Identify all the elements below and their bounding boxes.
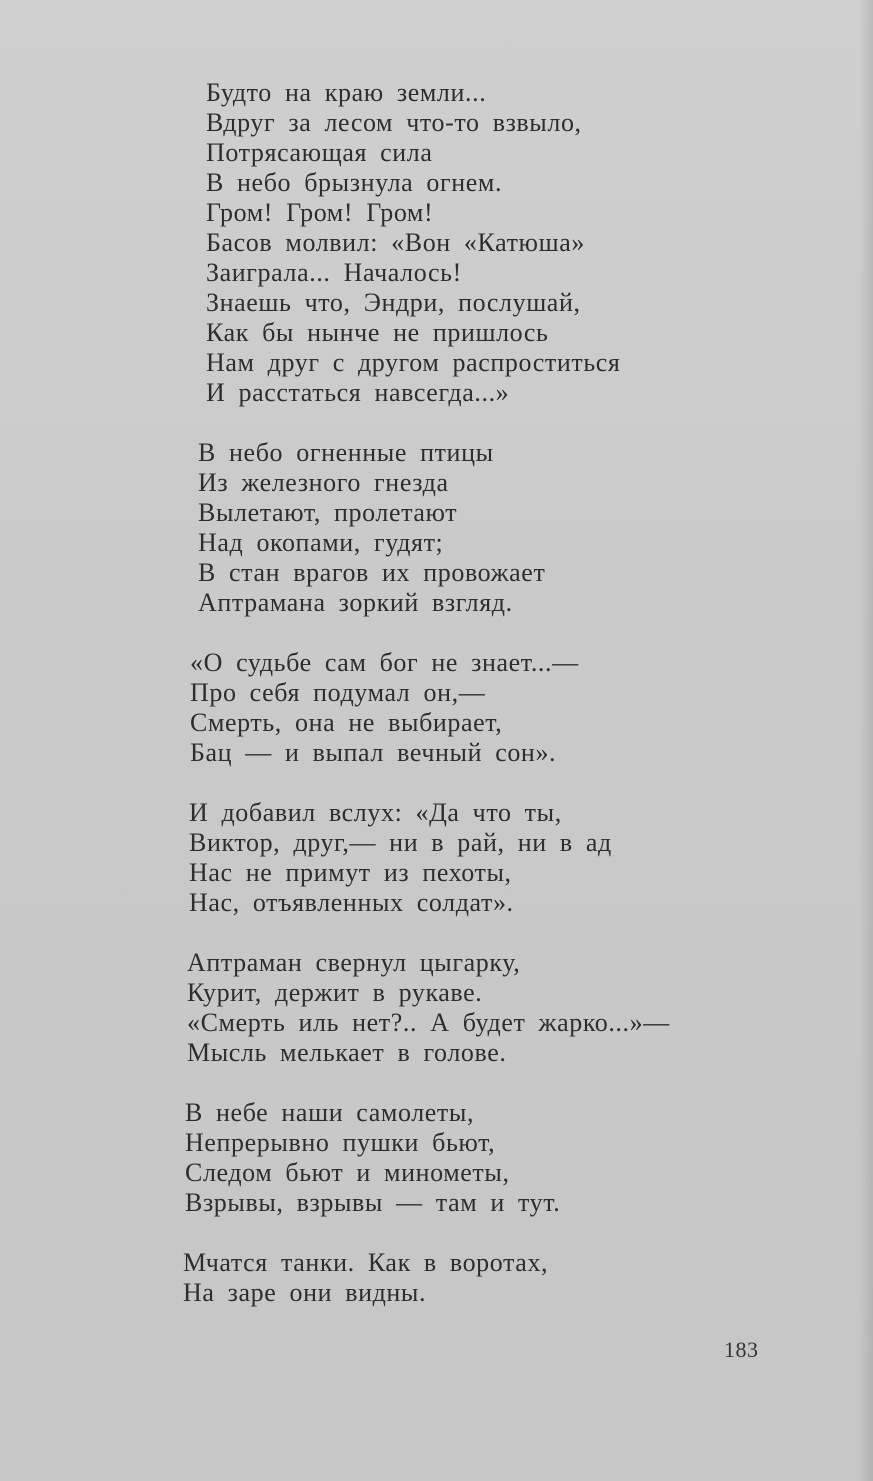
poem-line: В стан врагов их провожает <box>198 558 546 587</box>
stanza-gap <box>180 408 740 438</box>
poem-line: И расстаться навсегда...» <box>206 378 510 407</box>
poem-line: Аптрамана зоркий взгляд. <box>198 588 513 617</box>
stanza-1 <box>180 78 740 408</box>
stanza-5 <box>180 948 740 1068</box>
poem-line: Виктор, друг,— ни в рай, ни в ад <box>189 828 612 857</box>
poem-line: Знаешь что, Эндри, послушай, <box>206 288 581 317</box>
poem-line: Заиграла... Началось! <box>206 258 462 287</box>
poem-line: Гром! Гром! Гром! <box>206 198 434 227</box>
page-edge-shadow <box>859 0 873 1481</box>
stanza-3 <box>180 648 740 768</box>
poem-line: Взрывы, взрывы — там и тут. <box>185 1188 561 1217</box>
stanza-6 <box>180 1098 740 1218</box>
poem-line: Мысль мелькает в голове. <box>187 1038 507 1067</box>
stanza-gap <box>180 768 740 798</box>
stanza-gap <box>180 918 740 948</box>
stanza-2 <box>180 438 740 618</box>
poem-line: Из железного гнезда <box>198 468 449 497</box>
poem-line: «О судьбе сам бог не знает...— <box>190 648 579 677</box>
poem-line: Будто на краю земли... <box>206 78 487 107</box>
poem-line: Вдруг за лесом что-то взвыло, <box>206 108 582 137</box>
poem-line: «Смерть иль нет?.. А будет жарко...»— <box>187 1008 670 1037</box>
poem-line: В небе наши самолеты, <box>185 1098 475 1127</box>
poem-line: Аптраман свернул цыгарку, <box>187 948 521 977</box>
poem-line: Непрерывно пушки бьют, <box>185 1128 496 1157</box>
poem-text <box>180 78 740 1308</box>
poem-line: На заре они видны. <box>183 1278 427 1307</box>
stanza-gap <box>180 1218 740 1248</box>
poem-line: Курит, держит в рукаве. <box>187 978 483 1007</box>
poem-line: Смерть, она не выбирает, <box>190 708 503 737</box>
stanza-7 <box>180 1248 740 1308</box>
poem-line: В небо огненные птицы <box>198 438 494 467</box>
poem-line: И добавил вслух: «Да что ты, <box>189 798 562 827</box>
poem-line: Басов молвил: «Вон «Катюша» <box>206 228 585 257</box>
poem-line: Следом бьют и минометы, <box>185 1158 510 1187</box>
stanza-gap <box>180 1068 740 1098</box>
poem-line: Нас, отъявленных солдат». <box>189 888 514 917</box>
poem-line: В небо брызнула огнем. <box>206 168 503 197</box>
poem-line: Вылетают, пролетают <box>198 498 458 527</box>
poem-line: Как бы нынче не пришлось <box>206 318 549 347</box>
poem-line: Потрясающая сила <box>206 138 433 167</box>
poem-line: Нас не примут из пехоты, <box>189 858 512 887</box>
poem-line: Над окопами, гудят; <box>198 528 444 557</box>
stanza-gap <box>180 618 740 648</box>
page-number: 183 <box>724 1337 759 1362</box>
poem-line: Бац — и выпал вечный сон». <box>190 738 557 767</box>
poem-line: Про себя подумал он,— <box>190 678 486 707</box>
stanza-4 <box>180 798 740 918</box>
poem-line: Нам друг с другом распроститься <box>206 348 621 377</box>
poem-line: Мчатся танки. Как в воротах, <box>183 1248 549 1277</box>
